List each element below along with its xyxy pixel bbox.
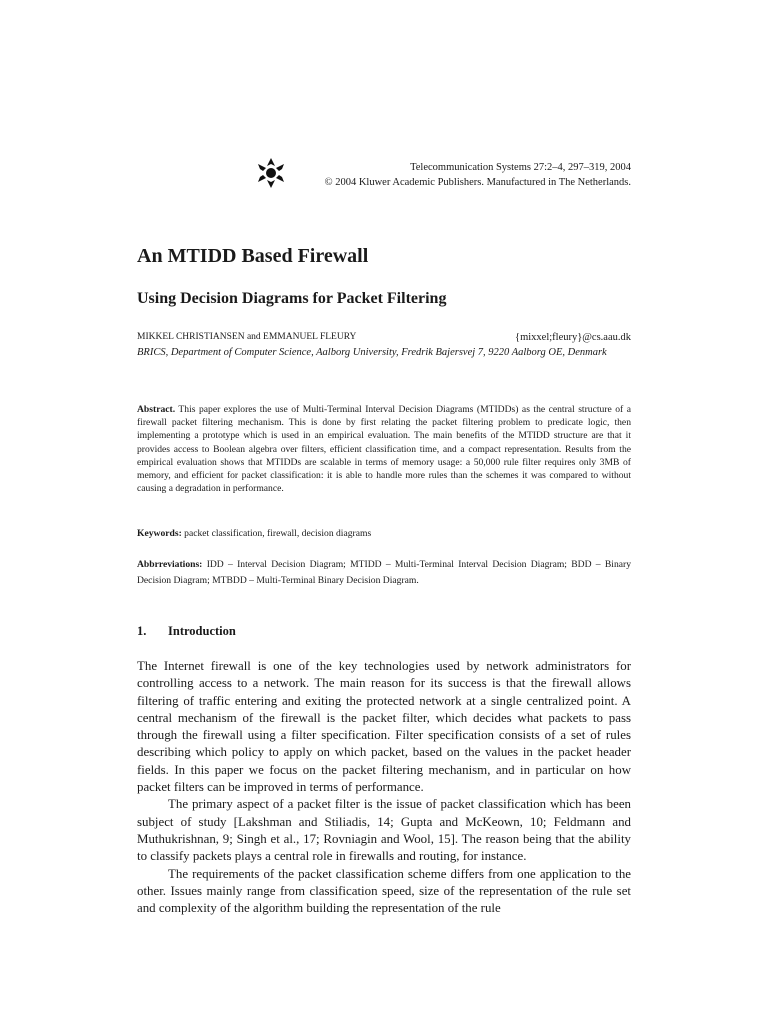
keywords-text: packet classification, firewall, decision diagrams <box>184 528 372 539</box>
body-paragraph: The Internet firewall is one of the key technologies used by network administrators for controlling access to a network. The main reason for its success is that the firewall allows filtering of traffic entering and exiting the protected network at a single centralized point. A central mechanism of the firewall is the packet filter, which decides what packets to pass through the firewall using a filter specification. Filter specification consists of a set of rules describing which policy to apply on which packet, based on the values in the packet header fields. In this paper we focus on the packet filtering mechanism, and in particular on how packet filters can be improved in terms of performance. <box>137 659 631 795</box>
section-body <box>137 658 631 917</box>
abstract-text: This paper explores the use of Multi-Terminal Interval Decision Diagrams (MTIDDs) as the central structure of a firewall packet filtering mechanism. This is done by first relating the packet filtering problem to predicate logic, then implementing a prototype which is used in an empirical evaluation. The main benefits of the MTIDD structure are that it provides access to Boolean algebra over filters, efficient classification time, and a compact representation. Results from the empirical evaluation shows that MTIDDs are scalable in terms of memory usage: a 50,000 rule filter requires only 3MB of memory, and efficient for packet classification: it is able to handle more rules than the schemes it was compared to without causing a degradation in performance. <box>137 404 631 495</box>
journal-citation: Telecommunication Systems 27:2–4, 297–319, 2004 <box>410 162 631 173</box>
section-heading <box>137 624 236 639</box>
journal-copyright: © 2004 Kluwer Academic Publishers. Manufactured in The Netherlands. <box>324 177 631 188</box>
abbreviations-label: Abbrreviations: <box>137 559 203 570</box>
abbreviations <box>137 557 631 589</box>
keywords-label: Keywords: <box>137 528 182 539</box>
authors: MIKKEL CHRISTIANSEN and EMMANUEL FLEURY <box>137 332 357 342</box>
body-paragraph: The primary aspect of a packet filter is the issue of packet classification which has been subject of study [Lakshman and Stiliadis, 14; Gupta and McKeown, 10; Feldmann and Muthukrishnan, 9; Singh et al., 17; Rovniagin and Wool, 15]. The reason being that the ability to classify packets plays a central role in firewalls and routing, for instance. <box>137 797 631 864</box>
paper-title: An MTIDD Based Firewall <box>137 245 369 267</box>
paper-subtitle: Using Decision Diagrams for Packet Filtering <box>137 290 447 307</box>
publisher-logo-icon <box>258 158 284 188</box>
abstract-label: Abstract. <box>137 404 176 415</box>
author-line <box>137 331 631 344</box>
abstract <box>137 403 631 495</box>
journal-header <box>325 160 631 190</box>
body-paragraph: The requirements of the packet classification scheme differs from one application to the other. Issues mainly range from classification speed, size of the representation of the rule set and complexity of the algorithm building the representation of the rule <box>137 866 631 916</box>
author-email: {mixxel;fleury}@cs.aau.dk <box>515 332 631 343</box>
abbreviations-text: IDD – Interval Decision Diagram; MTIDD – Multi-Terminal Interval Decision Diagram; BDD – Binary Decision Diagram; MTBDD – Multi-Terminal Binary Decision Diagram. <box>137 559 631 586</box>
section-number: 1. <box>137 624 147 638</box>
keywords <box>137 527 631 540</box>
affiliation: BRICS, Department of Computer Science, Aalborg University, Fredrik Bajersvej 7, 9220 Aalborg OE, Denmark <box>137 347 607 358</box>
section-title: Introduction <box>168 624 236 638</box>
